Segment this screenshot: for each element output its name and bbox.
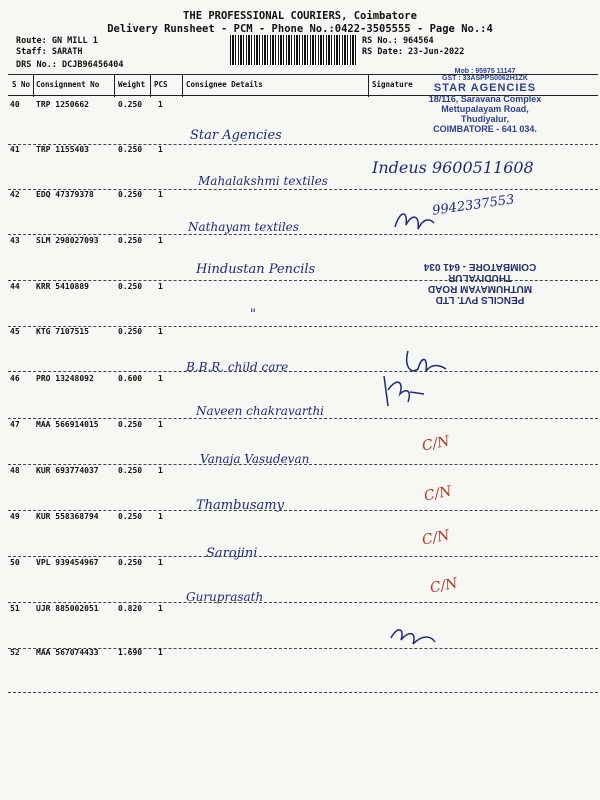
weight-cell: 0.250 (118, 100, 143, 109)
pcs-cell: 1 (158, 190, 163, 199)
weight-cell: 0.250 (118, 466, 143, 475)
signature-note-phone: Indeus 9600511608 (372, 158, 534, 177)
consignment-cell: EDQ 47379378 (36, 190, 94, 199)
sno-cell: 46 (10, 374, 20, 383)
stamp-line-3: THUDIYALUR (447, 272, 513, 283)
pcs-cell: 1 (158, 604, 163, 613)
sno-cell: 41 (10, 145, 20, 154)
signature-scribble (378, 372, 428, 410)
pcs-cell: 1 (158, 512, 163, 521)
hindustan-pencils-stamp (370, 235, 590, 305)
weight-cell: 0.250 (118, 327, 143, 336)
route-label: Route: GN MILL 1 (16, 36, 98, 46)
pcs-cell: 1 (158, 145, 163, 154)
weight-cell: 0.250 (118, 558, 143, 567)
consignment-cell: SLM 298027093 (36, 236, 99, 245)
pcs-cell: 1 (158, 236, 163, 245)
staff-label: Staff: SARATH (16, 47, 83, 57)
signature-scribble (390, 205, 440, 235)
col-divider (368, 75, 369, 97)
col-divider (114, 75, 115, 97)
pcs-cell: 1 (158, 282, 163, 291)
signature-scribble (385, 622, 440, 650)
col-sno: S No (12, 80, 31, 89)
consignee-handwritten: Thambusamy (196, 498, 284, 513)
sno-cell: 47 (10, 420, 20, 429)
consignment-cell: KUR 693774037 (36, 466, 99, 475)
stamp-gst: GST : 33ASPPS0062H1ZK (442, 75, 528, 82)
drs-label: DRS No.: DCJB96456404 (16, 60, 124, 70)
consignment-cell: TRP 1250662 (36, 100, 89, 109)
col-weight: Weight (118, 80, 146, 89)
runsheet-subtitle: Delivery Runsheet - PCM - Phone No.:0422-3505555 - Page No.:4 (107, 23, 493, 35)
rs-number: RS No.: 964564 (362, 36, 434, 46)
sno-cell: 51 (10, 604, 20, 613)
weight-cell: 0.250 (118, 282, 143, 291)
row-separator (8, 510, 598, 511)
consignee-handwritten: Vanaja Vasudevan (200, 452, 310, 466)
stamp-line-4: COIMBATORE - 641 034 (423, 261, 537, 272)
consignee-handwritten: B.B.R. child care (186, 360, 289, 374)
barcode (230, 35, 358, 65)
weight-cell: 0.250 (118, 420, 143, 429)
consignment-cell: TRP 1155403 (36, 145, 89, 154)
consignment-cell: UJR 885002051 (36, 604, 99, 613)
row-separator (8, 464, 598, 465)
stamp-city: COIMBATORE - 641 034. (433, 124, 537, 134)
col-divider (150, 75, 151, 97)
sno-cell: 52 (10, 648, 20, 657)
row-separator (8, 418, 598, 419)
col-signature: Signature (372, 80, 413, 89)
consignee-handwritten: Naveen chakravarthi (196, 404, 325, 418)
stamp-mobile: Mob : 95975 11147 (454, 68, 516, 75)
cn-mark: C/N (420, 433, 452, 455)
signature-note-phone-2: 9942337553 (431, 192, 516, 219)
pcs-cell: 1 (158, 374, 163, 383)
weight-cell: 0.820 (118, 604, 143, 613)
pcs-cell: 1 (158, 327, 163, 336)
pcs-cell: 1 (158, 420, 163, 429)
consignee-handwritten: Hindustan Pencils (196, 262, 316, 277)
consignee-handwritten: " (250, 307, 256, 322)
weight-cell: 0.250 (118, 190, 143, 199)
company-title: THE PROFESSIONAL COURIERS, Coimbatore (183, 10, 417, 22)
col-divider (182, 75, 183, 97)
weight-cell: 0.250 (118, 236, 143, 245)
sno-cell: 42 (10, 190, 20, 199)
consignment-cell: MAA 567074433 (36, 648, 99, 657)
cn-mark: C/N (420, 527, 452, 549)
sno-cell: 45 (10, 327, 20, 336)
col-divider (33, 75, 34, 97)
sno-cell: 50 (10, 558, 20, 567)
stamp-company: STAR AGENCIES (433, 82, 537, 94)
star-agencies-stamp (380, 68, 590, 152)
row-separator (8, 371, 598, 372)
stamp-address-3: Thudiyalur, (460, 114, 509, 124)
col-pcs: PCS (154, 80, 168, 89)
consignment-cell: VPL 939454967 (36, 558, 99, 567)
sno-cell: 48 (10, 466, 20, 475)
weight-cell: 1.690 (118, 648, 143, 657)
consignee-handwritten: Sarojini (206, 546, 258, 561)
consignee-handwritten: Star Agencies (190, 128, 282, 143)
weight-cell: 0.250 (118, 145, 143, 154)
pcs-cell: 1 (158, 466, 163, 475)
pcs-cell: 1 (158, 648, 163, 657)
pcs-cell: 1 (158, 100, 163, 109)
sno-cell: 49 (10, 512, 20, 521)
consignee-handwritten: Mahalakshmi textiles (198, 174, 328, 188)
weight-cell: 0.600 (118, 374, 143, 383)
sno-cell: 40 (10, 100, 20, 109)
weight-cell: 0.250 (118, 512, 143, 521)
sno-cell: 44 (10, 282, 20, 291)
stamp-line-2: MUTHUMAYAM ROAD (427, 283, 533, 294)
consignment-cell: PRO 13248092 (36, 374, 94, 383)
consignment-cell: KUR 558368794 (36, 512, 99, 521)
cn-mark: C/N (428, 575, 460, 597)
cn-mark: C/N (422, 483, 454, 505)
row-separator (8, 556, 598, 557)
rs-date: RS Date: 23-Jun-2022 (362, 47, 465, 57)
consignee-handwritten: Nathayam textiles (188, 220, 299, 234)
stamp-line-1: PENCILS PVT. LTD (435, 294, 525, 305)
consignee-handwritten: Guruprasath (186, 590, 264, 604)
stamp-address-1: 18/116, Saravana Complex (428, 94, 542, 104)
col-consignment: Consignment No (36, 80, 100, 89)
consignment-cell: KRR 5410889 (36, 282, 89, 291)
row-separator (8, 692, 598, 693)
consignment-cell: KTG 7107515 (36, 327, 89, 336)
col-consignee: Consignee Details (186, 80, 263, 89)
pcs-cell: 1 (158, 558, 163, 567)
consignment-cell: MAA 566914015 (36, 420, 99, 429)
sno-cell: 43 (10, 236, 20, 245)
row-separator (8, 602, 598, 603)
stamp-address-2: Mettupalayam Road, (441, 104, 529, 114)
